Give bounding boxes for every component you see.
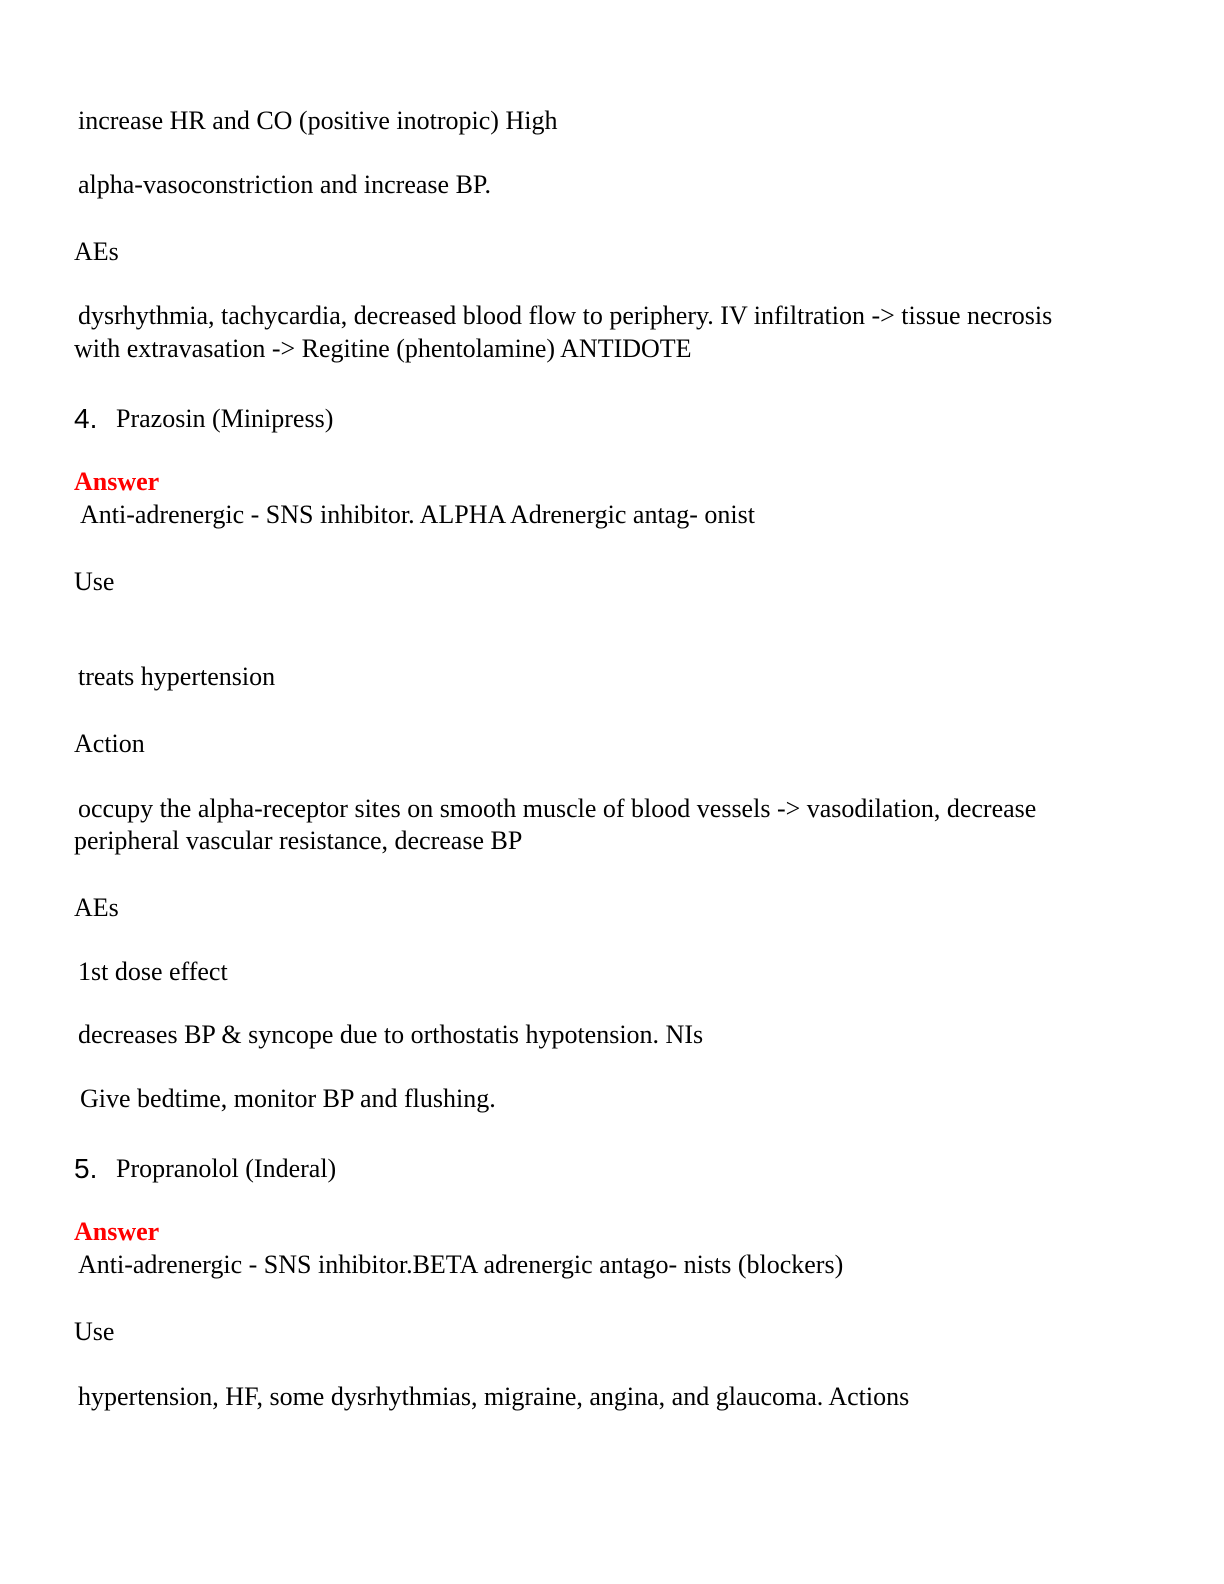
effect-line-1: increase HR and CO (positive inotropic) High bbox=[78, 106, 558, 135]
answer-label: Answer bbox=[74, 467, 160, 496]
use-text: hypertension, HF, some dysrhythmias, migraine, angina, and glaucoma. Actions bbox=[78, 1382, 910, 1411]
action-text-line-2: peripheral vascular resistance, decrease BP bbox=[74, 826, 523, 855]
question-4-heading bbox=[74, 402, 334, 436]
answer-text: Anti-adrenergic - SNS inhibitor.BETA adrenergic antago- nists (blockers) bbox=[78, 1250, 844, 1279]
answer-label: Answer bbox=[74, 1217, 160, 1246]
question-number: 4. bbox=[74, 403, 98, 434]
aes-text-line-2: with extravasation -> Regitine (phentolamine) ANTIDOTE bbox=[74, 334, 692, 363]
aes-text-line-2: decreases BP & syncope due to orthostatis hypotension. NIs bbox=[78, 1020, 704, 1049]
aes-label: AEs bbox=[74, 237, 119, 266]
aes-text-line-1: dysrhythmia, tachycardia, decreased blood flow to periphery. IV infiltration -> tissue necrosis bbox=[78, 301, 1053, 330]
aes-text-line-1: 1st dose effect bbox=[78, 957, 228, 986]
question-title: Prazosin (Minipress) bbox=[116, 404, 334, 433]
question-5-heading bbox=[74, 1152, 337, 1186]
use-label: Use bbox=[74, 1317, 115, 1346]
effect-line-2: alpha-vasoconstriction and increase BP. bbox=[78, 170, 491, 199]
question-title: Propranolol (Inderal) bbox=[116, 1154, 337, 1183]
use-label: Use bbox=[74, 567, 115, 596]
question-number: 5. bbox=[74, 1153, 98, 1184]
use-text: treats hypertension bbox=[78, 662, 276, 691]
aes-text-line-3: Give bedtime, monitor BP and flushing. bbox=[80, 1084, 496, 1113]
answer-text: Anti-adrenergic - SNS inhibitor. ALPHA Adrenergic antag- onist bbox=[80, 500, 755, 529]
action-label: Action bbox=[74, 729, 145, 758]
aes-label: AEs bbox=[74, 893, 119, 922]
action-text-line-1: occupy the alpha-receptor sites on smooth muscle of blood vessels -> vasodilation, decrease bbox=[78, 794, 1037, 823]
